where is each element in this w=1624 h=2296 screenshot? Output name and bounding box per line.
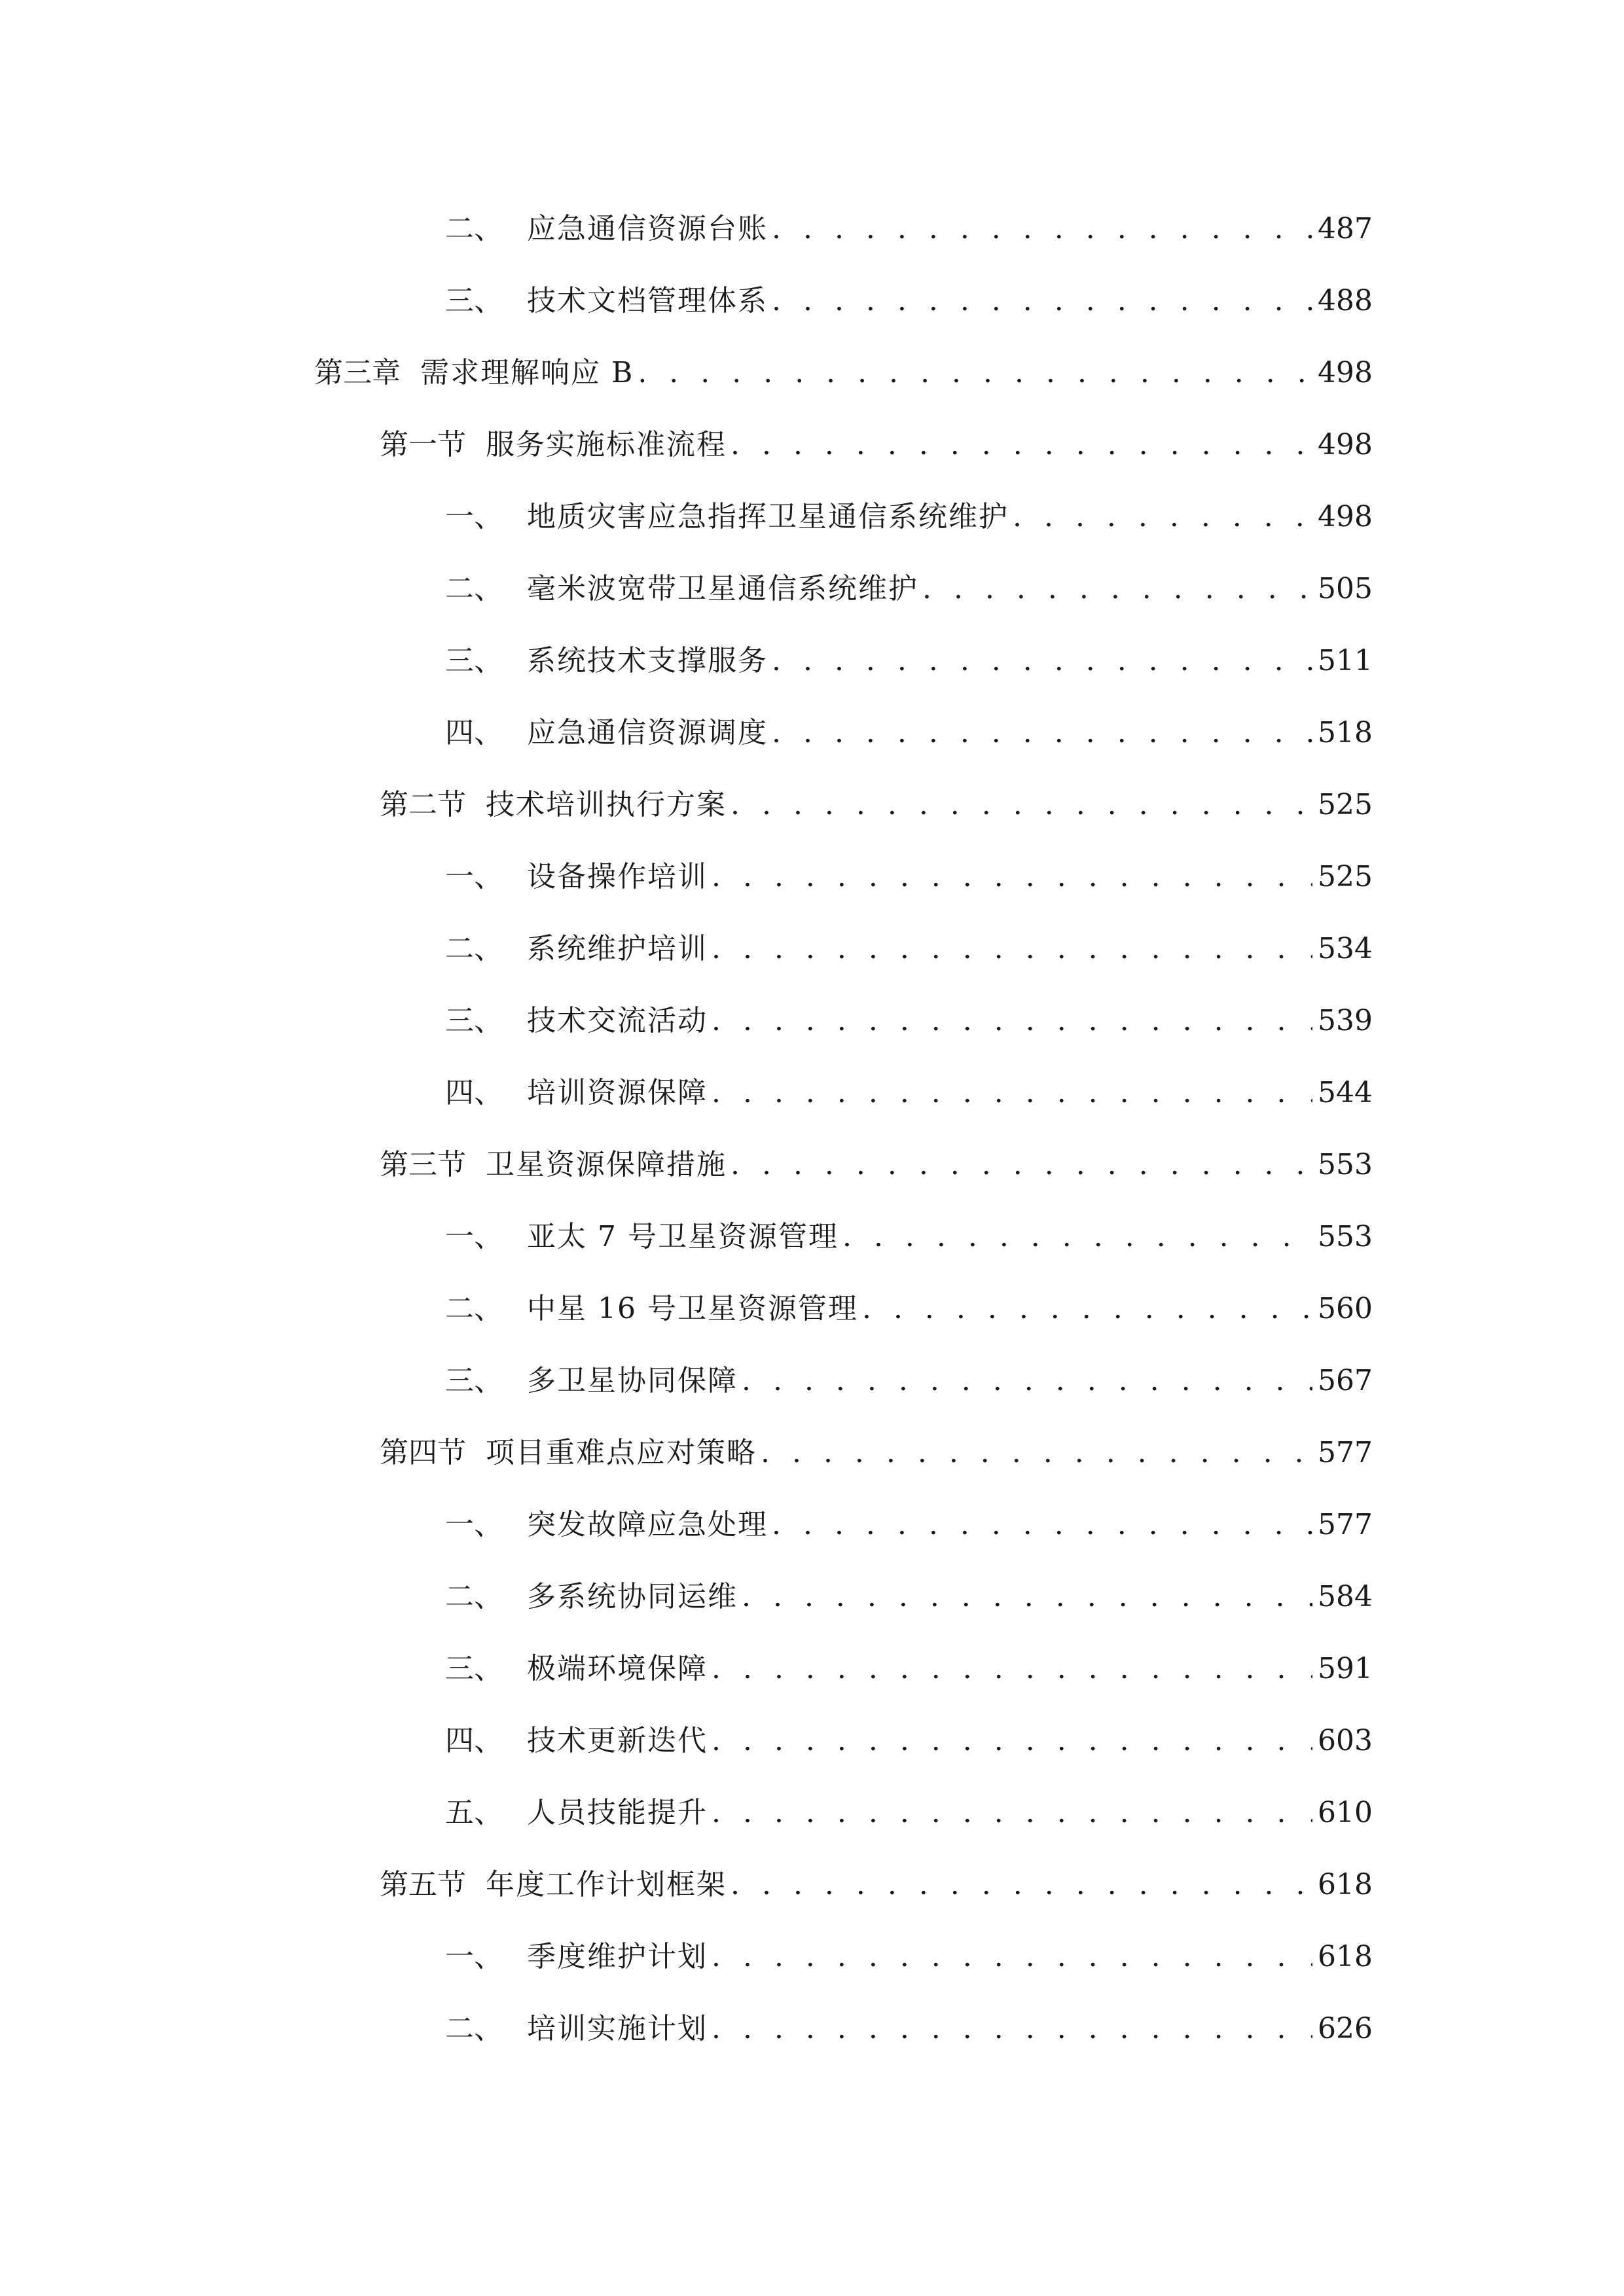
toc-entry-page: 525 (1318, 788, 1373, 821)
toc-entry-chapter[interactable] (314, 347, 1373, 399)
toc-entry-number: 四、 (445, 716, 503, 749)
toc-entry[interactable] (445, 491, 1373, 543)
toc-entry-number: 第三章 (314, 356, 401, 389)
toc-entry[interactable] (445, 1571, 1373, 1623)
toc-entry-page: 591 (1318, 1652, 1373, 1685)
toc-entry-section[interactable] (380, 1859, 1373, 1911)
toc-entry-number: 三、 (445, 1004, 503, 1037)
toc-dot-leader (922, 563, 1312, 615)
toc-entry[interactable] (445, 1715, 1373, 1767)
toc-dot-leader (862, 1283, 1312, 1335)
toc-dot-leader (638, 347, 1312, 399)
toc-entry-title: 毫米波宽带卫星通信系统维护 (527, 572, 918, 605)
toc-entry-number: 一、 (445, 1940, 503, 1973)
toc-dot-leader (712, 1715, 1312, 1767)
toc-entry[interactable] (445, 1283, 1373, 1335)
toc-entry-page: 618 (1318, 1940, 1373, 1973)
toc-entry-title: 培训实施计划 (527, 2012, 708, 2045)
toc-dot-leader (712, 995, 1312, 1047)
toc-entry[interactable] (445, 635, 1373, 687)
toc-entry-page: 539 (1318, 1004, 1373, 1037)
toc-entry-page: 511 (1318, 644, 1373, 677)
toc-entry-number: 四、 (445, 1076, 503, 1109)
toc-entry-title: 多卫星协同保障 (527, 1364, 738, 1397)
toc-entry-title: 卫星资源保障措施 (486, 1148, 727, 1181)
toc-dot-leader (712, 851, 1312, 903)
toc-entry-number: 三、 (445, 1652, 503, 1685)
toc-dot-leader (731, 779, 1312, 831)
toc-entry-page: 488 (1318, 284, 1373, 317)
toc-dot-leader (731, 1139, 1312, 1191)
toc-entry-number: 一、 (445, 860, 503, 893)
toc-entry-page: 498 (1318, 500, 1373, 533)
toc-entry-title: 应急通信资源调度 (527, 716, 768, 749)
toc-entry[interactable] (445, 995, 1373, 1047)
toc-entry-title: 系统技术支撑服务 (527, 644, 768, 677)
toc-entry-title: 技术文档管理体系 (527, 284, 768, 317)
toc-entry-page: 525 (1318, 860, 1373, 893)
toc-entry[interactable] (445, 1787, 1373, 1839)
toc-entry[interactable] (445, 275, 1373, 327)
toc-entry-title: 设备操作培训 (527, 860, 708, 893)
toc-entry-number: 三、 (445, 644, 503, 677)
toc-entry-page: 553 (1318, 1220, 1373, 1253)
toc-entry-section[interactable] (380, 1427, 1373, 1479)
toc-entry-page: 544 (1318, 1076, 1373, 1109)
toc-dot-leader (742, 1571, 1312, 1623)
toc-entry-title: 技术更新迭代 (527, 1724, 708, 1757)
toc-entry[interactable] (445, 563, 1373, 615)
toc-dot-leader (772, 635, 1312, 687)
toc-entry-page: 498 (1318, 428, 1373, 461)
toc-dot-leader (761, 1427, 1312, 1479)
toc-entry[interactable] (445, 1211, 1373, 1263)
toc-entry-page: 603 (1318, 1724, 1373, 1757)
toc-dot-leader (712, 2003, 1312, 2055)
toc-entry-title: 突发故障应急处理 (527, 1508, 768, 1541)
toc-entry[interactable] (445, 1355, 1373, 1407)
toc-entry-section[interactable] (380, 779, 1373, 831)
toc-dot-leader (742, 1355, 1312, 1407)
toc-dot-leader (731, 419, 1312, 471)
toc-entry-title: 服务实施标准流程 (486, 428, 727, 461)
toc-entry-number: 二、 (445, 2012, 503, 2045)
toc-entry-number: 三、 (445, 284, 503, 317)
toc-entry-number: 二、 (445, 1580, 503, 1613)
toc-entry[interactable] (445, 1067, 1373, 1119)
toc-entry[interactable] (445, 707, 1373, 759)
toc-entry-title: 极端环境保障 (527, 1652, 708, 1685)
toc-entry-number: 第四节 (380, 1436, 466, 1469)
toc-entry-title: 年度工作计划框架 (486, 1868, 727, 1901)
toc-entry-number: 第三节 (380, 1148, 466, 1181)
toc-entry-page: 505 (1318, 572, 1373, 605)
toc-dot-leader (772, 203, 1312, 255)
toc-entry-title: 季度维护计划 (527, 1940, 708, 1973)
toc-entry-number: 二、 (445, 212, 503, 245)
toc-entry-page: 534 (1318, 932, 1373, 965)
toc-dot-leader (772, 1499, 1312, 1551)
toc-entry-page: 626 (1318, 2012, 1373, 2045)
toc-entry-section[interactable] (380, 1139, 1373, 1191)
toc-entry-title: 多系统协同运维 (527, 1580, 738, 1613)
toc-dot-leader (1013, 491, 1312, 543)
toc-entry-page: 487 (1318, 212, 1373, 245)
toc-entry-title: 系统维护培训 (527, 932, 708, 965)
toc-dot-leader (712, 1643, 1312, 1695)
toc-entry-title: 人员技能提升 (527, 1796, 708, 1829)
toc-dot-leader (731, 1859, 1312, 1911)
toc-entry-title: 技术交流活动 (527, 1004, 708, 1037)
toc-dot-leader (842, 1211, 1312, 1263)
toc-entry-page: 610 (1318, 1796, 1373, 1829)
toc-entry-page: 560 (1318, 1292, 1373, 1325)
toc-entry-title: 应急通信资源台账 (527, 212, 768, 245)
toc-dot-leader (712, 1787, 1312, 1839)
toc-entry[interactable] (445, 2003, 1373, 2055)
toc-entry-page: 584 (1318, 1580, 1373, 1613)
toc-entry-title: 中星 16 号卫星资源管理 (527, 1292, 858, 1325)
toc-entry[interactable] (445, 1499, 1373, 1551)
toc-entry[interactable] (445, 1931, 1373, 1983)
toc-entry-section[interactable] (380, 419, 1373, 471)
toc-entry[interactable] (445, 923, 1373, 975)
toc-entry[interactable] (445, 203, 1373, 255)
toc-entry-number: 一、 (445, 1220, 503, 1253)
toc-dot-leader (712, 1931, 1312, 1983)
toc-dot-leader (772, 275, 1312, 327)
toc-entry-title: 地质灾害应急指挥卫星通信系统维护 (527, 500, 1009, 533)
toc-entry-page: 567 (1318, 1364, 1373, 1397)
toc-entry-page: 618 (1318, 1868, 1373, 1901)
toc-entry-page: 577 (1318, 1508, 1373, 1541)
toc-entry-number: 第二节 (380, 788, 466, 821)
toc-dot-leader (772, 707, 1312, 759)
toc-entry[interactable] (445, 1643, 1373, 1695)
toc-entry-number: 五、 (445, 1796, 503, 1829)
toc-entry-page: 553 (1318, 1148, 1373, 1181)
toc-entry-number: 三、 (445, 1364, 503, 1397)
toc-dot-leader (712, 923, 1312, 975)
toc-entry-title: 需求理解响应 B (420, 356, 634, 389)
toc-entry[interactable] (445, 851, 1373, 903)
toc-entry-number: 一、 (445, 500, 503, 533)
toc-entry-number: 二、 (445, 932, 503, 965)
toc-entry-number: 第一节 (380, 428, 466, 461)
toc-entry-number: 第五节 (380, 1868, 466, 1901)
toc-entry-page: 518 (1318, 716, 1373, 749)
toc-entry-title: 培训资源保障 (527, 1076, 708, 1109)
toc-entry-page: 577 (1318, 1436, 1373, 1469)
toc-entry-number: 四、 (445, 1724, 503, 1757)
toc-entry-page: 498 (1318, 356, 1373, 389)
toc-dot-leader (712, 1067, 1312, 1119)
toc-entry-title: 技术培训执行方案 (486, 788, 727, 821)
toc-entry-number: 一、 (445, 1508, 503, 1541)
toc-entry-number: 二、 (445, 1292, 503, 1325)
toc-entry-number: 二、 (445, 572, 503, 605)
toc-entry-title: 项目重难点应对策略 (486, 1436, 757, 1469)
toc-entry-title: 亚太 7 号卫星资源管理 (527, 1220, 839, 1253)
